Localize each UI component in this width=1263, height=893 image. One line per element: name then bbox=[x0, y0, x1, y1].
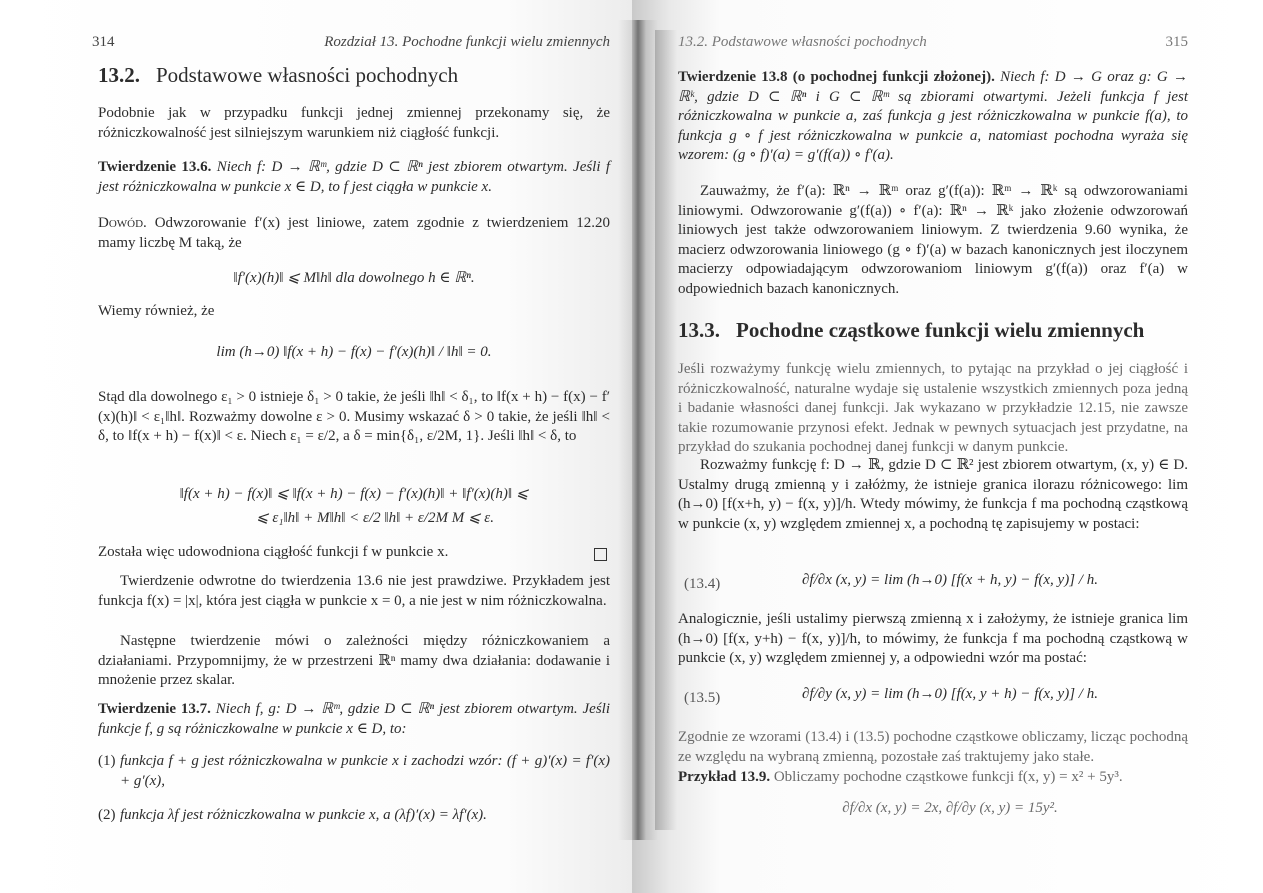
theorem-label: Twierdzenie 13.6. bbox=[98, 159, 212, 175]
right-running-head: 13.2. Podstawowe własności pochodnych bbox=[678, 34, 927, 50]
equation-13-5: ∂f/∂y (x, y) = lim (h→0) [f(x, y + h) − f(x, y)] / h. bbox=[802, 686, 1098, 702]
equation-1: ‖f′(x)(h)‖ ⩽ M‖h‖ dla dowolnego h ∈ ℝⁿ. bbox=[233, 270, 475, 286]
gutter-shadow bbox=[655, 30, 677, 830]
equation-2: lim (h→0) ‖f(x + h) − f(x) − f′(x)(h)‖ / ‖h‖ = 0. bbox=[216, 344, 492, 360]
proof-conclusion: Została więc udowodniona ciągłość funkcji f w punkcie x. bbox=[98, 544, 449, 560]
note-paragraph: Zauważmy, że f′(a): ℝⁿ → ℝᵐ oraz g′(f(a)): ℝᵐ → ℝᵏ są odwzorowaniami liniowymi. Odwzorowanie g′(f(a)) ∘ f′(a): ℝⁿ → ℝᵏ jako złożenie odwzorowań liniowych jest także odwzorowaniem liniowym. Z twierdzenia 9.60 wynika, że macierz odwzorowania liniowego (g ∘ f)′(a) w bazach kanonicznych jest iloczynem macierzy odpowiadającym odwzorowaniom liniowym g′(f(a)) oraz f′(a) w odpowiednich bazach kanonicznych. bbox=[678, 183, 1188, 297]
example-equation: ∂f/∂x (x, y) = 2x, ∂f/∂y (x, y) = 15y². bbox=[842, 800, 1058, 816]
section-title: Podstawowe własności pochodnych bbox=[156, 63, 459, 87]
definition-y-paragraph: Analogicznie, jeśli ustalimy pierwszą zmienną x i założymy, że istnieje granica lim (h→0) [f(x, y+h) − f(x, y)]/h, to mówimy, że funkcja f ma pochodną cząstkową w punkcie (x, y) względem zmiennej y, a odpowiedni wzór ma postać: bbox=[678, 611, 1188, 667]
left-running-head: Rozdział 13. Pochodne funkcji wielu zmiennych bbox=[324, 34, 610, 50]
section-number: 13.2. bbox=[98, 63, 140, 87]
theorem-text: Niech f: D → G oraz g: G → ℝᵏ, gdzie D ⊂ ℝⁿ i G ⊂ ℝᵐ są zbiorami otwartymi. Jeżeli funkcja f jest różniczkowalna w punkcie a, zaś funkcja g jest różniczkowalna w punkcie f(a), to funkcja g ∘ f jest różniczkowalna w punkcie a, natomiast pochodna wyraża się wzorem: (g ∘ f)′(a) = g′(f(a)) ∘ f′(a). bbox=[678, 69, 1188, 164]
example-text: Obliczamy pochodne cząstkowe funkcji f(x, y) = x² + 5y³. bbox=[773, 769, 1123, 785]
equation-number-13-4: (13.4) bbox=[684, 576, 721, 592]
equation-3-line-1: ‖f(x + h) − f(x)‖ ⩽ ‖f(x + h) − f(x) − f′(x)(h)‖ + ‖f′(x)(h)‖ ⩽ bbox=[179, 486, 529, 502]
left-page-number: 314 bbox=[92, 34, 115, 50]
theorem-13-6 bbox=[98, 158, 610, 197]
item-label: (1) bbox=[98, 753, 116, 769]
definition-x-paragraph: Rozważmy funkcję f: D → ℝ, gdzie D ⊂ ℝ² jest zbiorem otwartym, (x, y) ∈ D. Ustalmy drugą zmienną y i załóżmy, że istnieje granica ilorazu różnicowego: lim (h→0) [f(x+h, y) − f(x, y)]/h. Wtedy mówimy, że funkcja f ma pochodną cząstkową w punkcie (x, y) względem zmiennej x, a pochodną tę zapisujemy w postaci: bbox=[678, 457, 1188, 532]
section-title: Pochodne cząstkowe funkcji wielu zmiennych bbox=[736, 318, 1145, 342]
section-13-3-heading bbox=[678, 318, 1188, 342]
theorem-label: Twierdzenie 13.7. bbox=[98, 701, 211, 717]
example-13-9 bbox=[678, 768, 1188, 788]
item-text: funkcja λf jest różniczkowalna w punkcie x, a (λf)′(x) = λf′(x). bbox=[120, 807, 487, 823]
equation-number-13-5: (13.5) bbox=[684, 690, 721, 706]
proof-paragraph-3: Stąd dla dowolnego ε₁ > 0 istnieje δ₁ > 0 takie, że jeśli ‖h‖ < δ₁, to ‖f(x + h) − f(x) − f′(x)(h)‖ < ε₁‖h‖. Rozważmy dowolne ε > 0. Musimy wskazać δ > 0 takie, że jeśli ‖h‖ < δ, to ‖f(x + h) − f(x)‖ < ε. Niech ε₁ = ε/2, a δ = min{δ₁, ε/2M, 1}. Jeśli ‖h‖ < δ, to bbox=[98, 389, 610, 445]
proof-label: Dowód. bbox=[98, 215, 147, 231]
right-running-header bbox=[678, 34, 1188, 51]
section-intro-paragraph: Jeśli rozważymy funkcję wielu zmiennych, to pytając na przykład o jej ciągłość i różniczkowalność, naturalne wydaje się ustalenie wszystkich zmiennych poza jedną i badanie własności danej funkcji. Jak wykazano w przykładzie 12.15, nie zawsze takie rozumowanie przynosi efekt. Jednak w pewnych sytuacjach jest przydatne, na przykład do szukania pochodnej danej funkcji w danym punkcie. bbox=[678, 361, 1188, 456]
intro-paragraph: Podobnie jak w przypadku funkcji jednej zmiennej przekonamy się, że różniczkowalność jest silniejszym warunkiem niż ciągłość funkcji. bbox=[98, 105, 610, 141]
theorem-item-1 bbox=[98, 752, 610, 791]
section-13-2-heading bbox=[98, 63, 610, 87]
proof-paragraph-2: Wiemy również, że bbox=[98, 303, 215, 319]
theorem-item-2 bbox=[98, 806, 610, 826]
converse-paragraph: Twierdzenie odwrotne do twierdzenia 13.6 nie jest prawdziwe. Przykładem jest funkcja f(x) = |x|, która jest ciągła w punkcie x = 0, a nie jest w nim różniczkowalna. bbox=[98, 573, 610, 609]
equation-3-line-2: ⩽ ε₁‖h‖ + M‖h‖ < ε/2 ‖h‖ + ε/2M M ⩽ ε. bbox=[256, 510, 494, 526]
calculation-note-paragraph: Zgodnie ze wzorami (13.4) i (13.5) pochodne cząstkowe obliczamy, licząc pochodną ze względu na wybraną zmienną, pozostałe zaś traktujemy jako stałe. bbox=[678, 729, 1188, 765]
qed-square-icon bbox=[594, 548, 607, 561]
item-label: (2) bbox=[98, 807, 116, 823]
theorem-label: Twierdzenie 13.8 (o pochodnej funkcji złożonej). bbox=[678, 69, 995, 85]
next-theorem-paragraph: Następne twierdzenie mówi o zależności między różniczkowaniem a działaniami. Przypomnijmy, że w przestrzeni ℝⁿ mamy dwa działania: dodawanie i mnożenie przez skalar. bbox=[98, 633, 610, 689]
theorem-text: Niech f, g: D → ℝᵐ, gdzie D ⊂ ℝⁿ jest zbiorem otwartym. Jeśli funkcje f, g są różniczkowalne w punkcie x ∈ D, to: bbox=[98, 701, 610, 737]
example-label: Przykład 13.9. bbox=[678, 769, 771, 785]
item-text: funkcja f + g jest różniczkowalna w punkcie x i zachodzi wzór: (f + g)′(x) = f′(x) + g′(x), bbox=[120, 753, 610, 789]
section-number: 13.3. bbox=[678, 318, 720, 342]
book-gutter bbox=[618, 20, 658, 840]
right-page-number: 315 bbox=[1165, 34, 1188, 50]
theorem-13-7 bbox=[98, 700, 610, 739]
theorem-text: Niech f: D → ℝᵐ, gdzie D ⊂ ℝⁿ jest zbiorem otwartym. Jeśli f jest różniczkowalna w punkcie x ∈ D, to f jest ciągła w punkcie x. bbox=[98, 159, 611, 195]
proof-paragraph-1 bbox=[98, 214, 610, 253]
proof-text: Odwzorowanie f′(x) jest liniowe, zatem zgodnie z twierdzeniem 12.20 mamy liczbę M taką, że bbox=[98, 215, 611, 251]
theorem-13-8 bbox=[678, 68, 1188, 166]
equation-13-4: ∂f/∂x (x, y) = lim (h→0) [f(x + h, y) − f(x, y)] / h. bbox=[802, 572, 1098, 588]
left-running-header bbox=[92, 34, 610, 51]
